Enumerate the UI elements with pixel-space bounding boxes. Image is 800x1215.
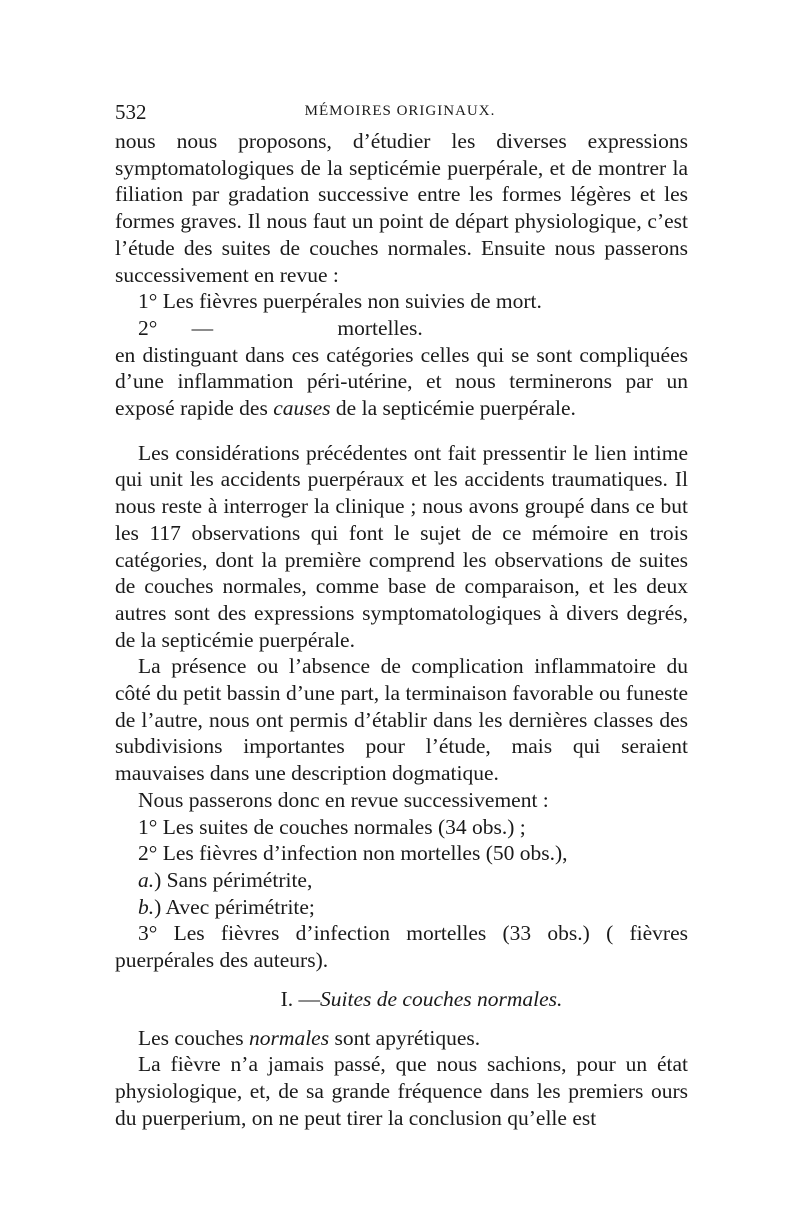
paragraph-text: de la septicémie puerpérale. [330, 396, 576, 421]
section-title: Suites de couches normales. [320, 986, 563, 1011]
paragraph-intro: nous nous proposons, d’étudier les diverses expressions symptomatologiques de la septicémie puerpérale, et de montrer la filiation par gradation successive entre les formes légères et les formes graves. Il nous faut un point de départ physiologique, c’est l’étude des suites de couches normales. Ensuite nous passerons successivement en revue : [115, 129, 688, 287]
emphasis-text: normales [249, 1025, 330, 1050]
list-item: 1° Les fièvres puerpérales non suivies de mort. [138, 289, 542, 314]
paragraph-fever: La fièvre n’a jamais passé, que nous sachions, pour un état physiologique, et, de sa grande fréquence dans les premiers ours du puerperium, on ne peut tirer la conclusion qu’elle est [115, 1052, 688, 1130]
list-subitem [115, 894, 688, 921]
section-heading [115, 986, 688, 1013]
page-number: 532 [115, 100, 147, 124]
subitem-label: a. [138, 867, 155, 892]
paragraph-apyretic [115, 1025, 688, 1052]
subitem-text: ) Sans périmétrite, [154, 867, 313, 892]
subitem-text: ) Avec périmétrite; [154, 894, 315, 919]
body-text [115, 128, 688, 1131]
list-item: 1° Les suites de couches normales (34 obs.) ; [138, 814, 526, 839]
list-item-long: 3° Les fièvres d’infection mortelles (33 obs.) ( fièvres puerpérales des auteurs). [115, 921, 688, 973]
list-item-text: mortelles. [337, 315, 423, 340]
running-title: MÉMOIRES ORIGINAUX. [304, 103, 496, 119]
list-item: 2° Les fièvres d’infection non mortelles (50 obs.), [138, 841, 568, 866]
ditto-dash: — [191, 315, 214, 340]
paragraph-text: en distinguant dans ces catégories celles qui se sont compliquées d’une inflammation péri-utérine, et nous terminerons par un exposé rapide des [115, 342, 688, 421]
paragraph-considerations: Les considérations précédentes ont fait pressentir le lien intime qui unit les accidents puerpéraux et les accidents traumatiques. Il nous reste à interroger la clinique ; nous avons groupé dans ce but les 117 observations qui font le sujet de ce mémoire en trois catégories, dont la première comprend les observations de suites de couches normales, comme base de comparaison, et les deux autres sont des expressions symptomatologiques à divers degrés, de la septicémie puerpérale. [115, 440, 688, 652]
paragraph-text: Les couches [138, 1025, 250, 1050]
section-number: I. — [280, 986, 320, 1011]
emphasis-text: causes [273, 396, 331, 421]
paragraph-text: sont apyrétiques. [329, 1025, 481, 1050]
paragraph-revue: Nous passerons donc en revue successivement : [138, 787, 549, 812]
subitem-label: b. [138, 894, 155, 919]
list-subitem [115, 867, 688, 894]
list-item [115, 315, 688, 342]
list-item-number: 2° [138, 315, 158, 340]
paragraph-distinguishing [115, 342, 688, 422]
running-head [115, 100, 685, 126]
paragraph-presence: La présence ou l’absence de complication inflammatoire du côté du petit bassin d’une part, la terminaison favorable ou funeste de l’autre, nous ont permis d’établir dans les dernières classes des subdivisions importantes pour l’étude, mais qui seraient mauvaises dans une description dogmatique. [115, 654, 688, 786]
